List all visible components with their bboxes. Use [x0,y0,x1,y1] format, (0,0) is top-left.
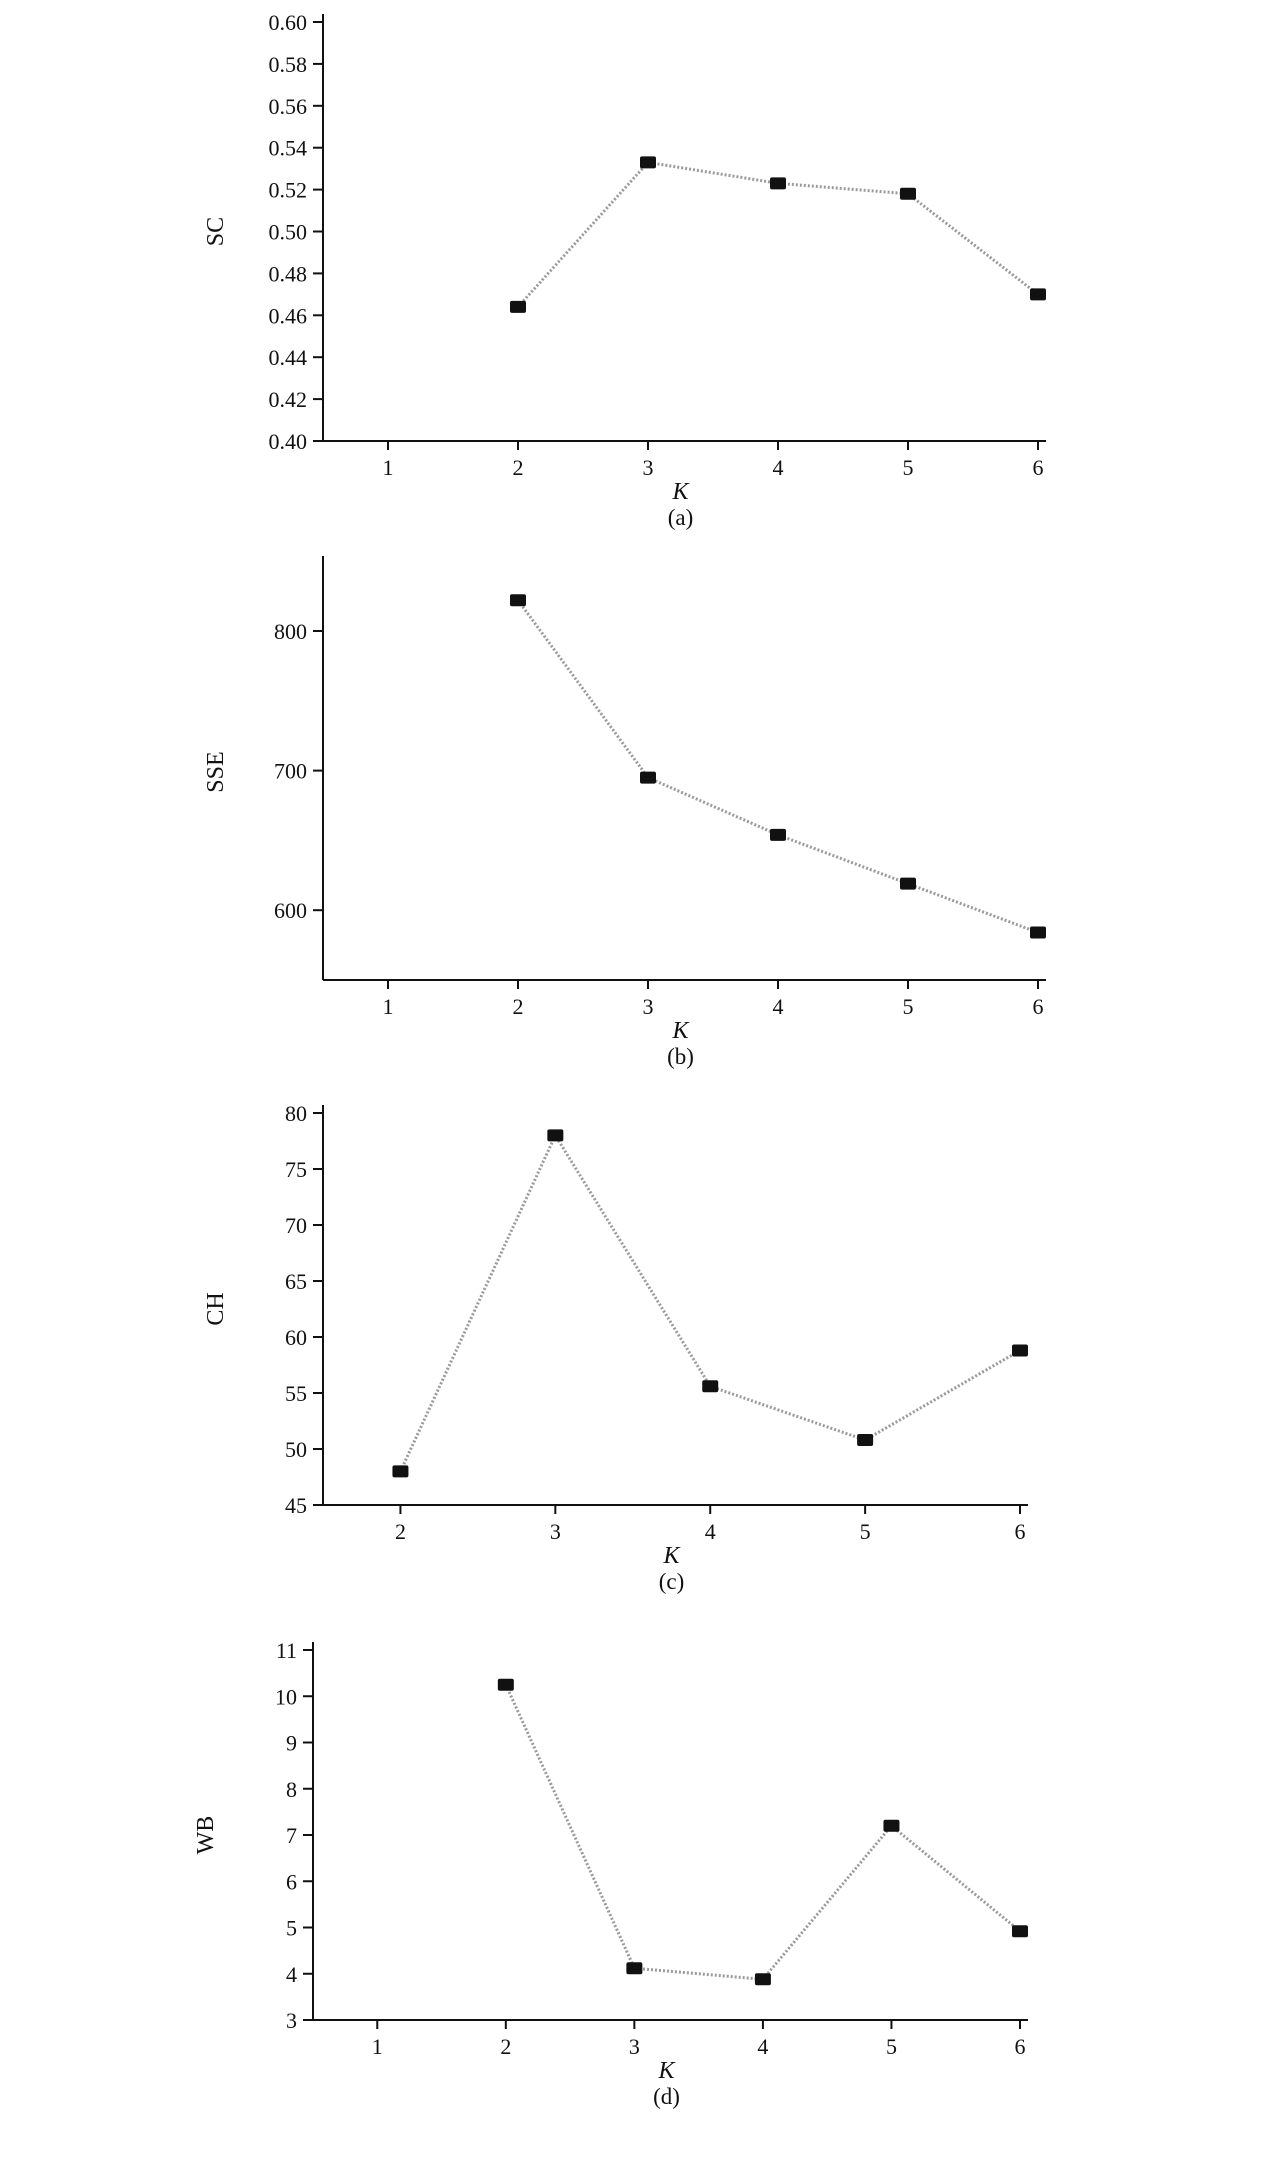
data-point-k2 [510,301,526,313]
y-tick-label: 0.46 [268,303,307,329]
y-tick-label: 0.54 [268,135,307,161]
y-tick-label: 600 [274,898,307,924]
data-point-k5 [900,878,916,890]
data-point-k2 [392,1465,408,1477]
x-tick-label: 3 [549,1519,561,1544]
series-line [518,600,1038,932]
data-point-k3 [640,156,656,168]
x-tick-label: 3 [642,994,654,1019]
x-axis-title: K [672,1018,689,1044]
data-point-k6 [1030,288,1046,300]
y-tick-label: 3 [286,2008,297,2033]
data-point-k2 [498,1679,514,1691]
data-point-k3 [547,1129,563,1141]
x-tick-label: 1 [371,2034,383,2059]
x-axis-title: K [663,1543,680,1569]
y-tick-label: 4 [286,1961,297,1987]
x-tick-label: 5 [859,1519,871,1544]
y-axis-title: CH [203,1292,229,1326]
y-tick-label: 0.56 [268,93,307,119]
series-line [506,1685,1020,1980]
y-tick-label: 50 [285,1437,307,1462]
x-axis-title: K [658,2058,675,2084]
x-tick-label: 5 [902,994,914,1019]
data-point-k5 [900,188,916,200]
x-tick-label: 6 [1032,455,1044,480]
x-tick-label: 6 [1014,1519,1026,1544]
y-tick-label: 0.44 [268,345,307,371]
panel-caption-a: (a) [667,505,694,530]
y-tick-label: 55 [285,1381,307,1406]
data-point-k2 [510,594,526,606]
x-tick-label: 2 [512,994,524,1019]
x-tick-label: 1 [382,455,394,480]
y-tick-label: 0.40 [268,429,307,454]
y-tick-label: 11 [275,1638,297,1663]
data-point-k3 [626,1962,642,1974]
data-point-k4 [770,829,786,841]
y-tick-label: 0.60 [268,10,307,35]
y-tick-label: 8 [286,1776,297,1802]
y-tick-label: 65 [285,1269,307,1294]
panel-caption-b: (b) [667,1044,694,1069]
data-point-k6 [1030,927,1046,939]
y-tick-label: 60 [285,1325,307,1350]
data-point-k5 [883,1820,899,1832]
y-tick-label: 700 [274,758,307,784]
x-tick-label: 2 [394,1519,406,1544]
y-tick-label: 5 [286,1915,297,1941]
x-tick-label: 2 [500,2034,512,2059]
chart-panel-c [203,1101,1028,1594]
chart-panel-a [203,10,1046,530]
panel-caption-d: (d) [653,2084,680,2109]
y-tick-label: 0.58 [268,51,307,77]
chart-panel-b [203,556,1046,1069]
x-tick-label: 2 [512,455,524,480]
x-tick-label: 4 [704,1519,716,1544]
y-axis-title: WB [193,1815,219,1855]
x-tick-label: 4 [757,2034,769,2059]
data-point-k4 [770,177,786,189]
x-tick-label: 6 [1032,994,1044,1019]
y-tick-label: 0.48 [268,261,307,287]
x-tick-label: 3 [642,455,654,480]
y-axis-title: SSE [203,751,229,793]
data-point-k6 [1012,1925,1028,1937]
y-tick-label: 800 [274,619,307,645]
y-tick-label: 0.50 [268,219,307,245]
y-tick-label: 75 [285,1157,307,1182]
panel-caption-c: (c) [658,1569,685,1594]
y-tick-label: 7 [286,1823,297,1848]
data-point-k4 [702,1380,718,1392]
y-tick-label: 70 [285,1213,307,1238]
y-tick-label: 0.42 [268,387,307,413]
y-tick-label: 45 [285,1493,307,1518]
x-axis-title: K [672,479,689,505]
x-tick-label: 6 [1014,2034,1026,2059]
x-tick-label: 4 [772,455,784,480]
y-tick-label: 80 [285,1101,307,1126]
y-tick-label: 6 [286,1869,297,1895]
x-tick-label: 3 [628,2034,640,2059]
data-point-k4 [755,1973,771,1985]
x-tick-label: 5 [902,455,914,480]
y-tick-label: 0.52 [268,177,307,203]
y-tick-label: 9 [286,1730,297,1756]
y-tick-label: 10 [275,1684,297,1710]
x-tick-label: 4 [772,994,784,1019]
x-tick-label: 1 [382,994,394,1019]
data-point-k6 [1012,1344,1028,1356]
data-point-k5 [857,1434,873,1446]
data-point-k3 [640,772,656,784]
x-tick-label: 5 [885,2034,897,2059]
chart-panel-d [193,1638,1028,2109]
series-line [400,1135,1020,1471]
y-axis-title: SC [203,216,229,247]
